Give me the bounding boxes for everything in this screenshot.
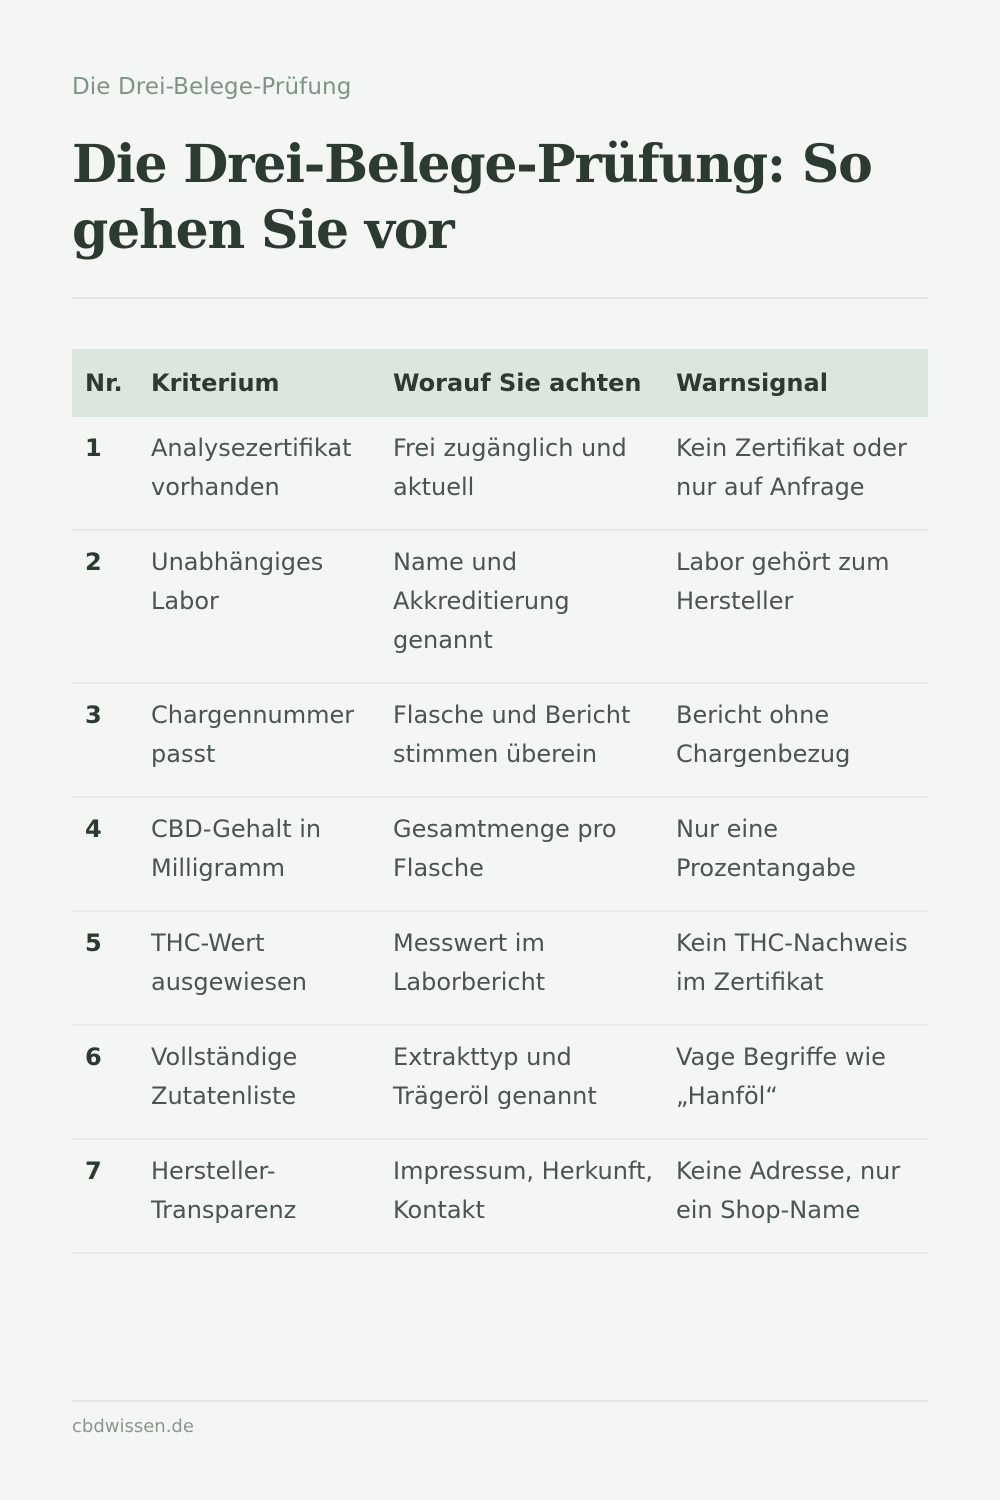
cell-worauf: Messwert im Laborbericht bbox=[393, 929, 546, 996]
cell-warnsignal: Kein THC-Nachweis im Zertifikat bbox=[676, 929, 908, 996]
cell-worauf: Name und Akkreditierung genannt bbox=[393, 548, 570, 654]
page-title: Die Drei-Belege-Prüfung: So gehen Sie vor bbox=[72, 134, 872, 261]
cell-nr: 5 bbox=[85, 929, 102, 957]
cell-kriterium: Unabhängiges Labor bbox=[151, 548, 324, 615]
eyebrow-label: Die Drei-Belege-Prüfung bbox=[72, 74, 352, 100]
cell-worauf: Gesamtmenge pro Flasche bbox=[393, 815, 617, 882]
table-header bbox=[72, 349, 928, 417]
cell-worauf: Extrakttyp und Trägeröl genannt bbox=[393, 1043, 597, 1110]
divider-top bbox=[72, 297, 928, 299]
header-nr: Nr. bbox=[85, 369, 123, 397]
table-row bbox=[72, 683, 928, 797]
cell-nr: 4 bbox=[85, 815, 102, 843]
cell-nr: 1 bbox=[85, 434, 102, 462]
cell-warnsignal: Labor gehört zum Hersteller bbox=[676, 548, 890, 615]
table-row bbox=[72, 1139, 928, 1253]
cell-nr: 2 bbox=[85, 548, 102, 576]
table-body bbox=[72, 417, 928, 1253]
divider-bottom bbox=[72, 1400, 928, 1402]
cell-kriterium: Chargennummer passt bbox=[151, 701, 355, 768]
cell-nr: 6 bbox=[85, 1043, 102, 1071]
cell-kriterium: Hersteller-Transparenz bbox=[151, 1157, 297, 1224]
table-row bbox=[72, 797, 928, 911]
table-row bbox=[72, 911, 928, 1025]
cell-warnsignal: Bericht ohne Chargenbezug bbox=[676, 701, 851, 768]
cell-kriterium: Vollständige Zutatenliste bbox=[151, 1043, 298, 1110]
page bbox=[72, 0, 928, 1500]
cell-warnsignal: Vage Begriffe wie „Hanföl“ bbox=[676, 1043, 886, 1110]
cell-kriterium: THC-Wert ausgewiesen bbox=[151, 929, 307, 996]
table-header-row bbox=[72, 349, 928, 417]
cell-warnsignal: Nur eine Prozentangabe bbox=[676, 815, 856, 882]
footer-source: cbdwissen.de bbox=[72, 1416, 194, 1437]
table-row bbox=[72, 417, 928, 530]
cell-warnsignal: Keine Adresse, nur ein Shop-Name bbox=[676, 1157, 901, 1224]
cell-nr: 7 bbox=[85, 1157, 102, 1185]
cell-kriterium: CBD-Gehalt in Milligramm bbox=[151, 815, 322, 882]
table-row bbox=[72, 1025, 928, 1139]
cell-warnsignal: Kein Zertifikat oder nur auf Anfrage bbox=[676, 434, 907, 501]
header-warnsignal: Warnsignal bbox=[676, 369, 828, 397]
cell-worauf: Impressum, Herkunft, Kontakt bbox=[393, 1157, 653, 1224]
cell-kriterium: Analysezertifikat vorhanden bbox=[151, 434, 352, 501]
table-row bbox=[72, 530, 928, 683]
cell-nr: 3 bbox=[85, 701, 102, 729]
cell-worauf: Flasche und Bericht stimmen überein bbox=[393, 701, 631, 768]
header-kriterium: Kriterium bbox=[151, 369, 280, 397]
cell-worauf: Frei zugänglich und aktuell bbox=[393, 434, 627, 501]
header-worauf: Worauf Sie achten bbox=[393, 369, 642, 397]
criteria-table bbox=[72, 349, 928, 1254]
